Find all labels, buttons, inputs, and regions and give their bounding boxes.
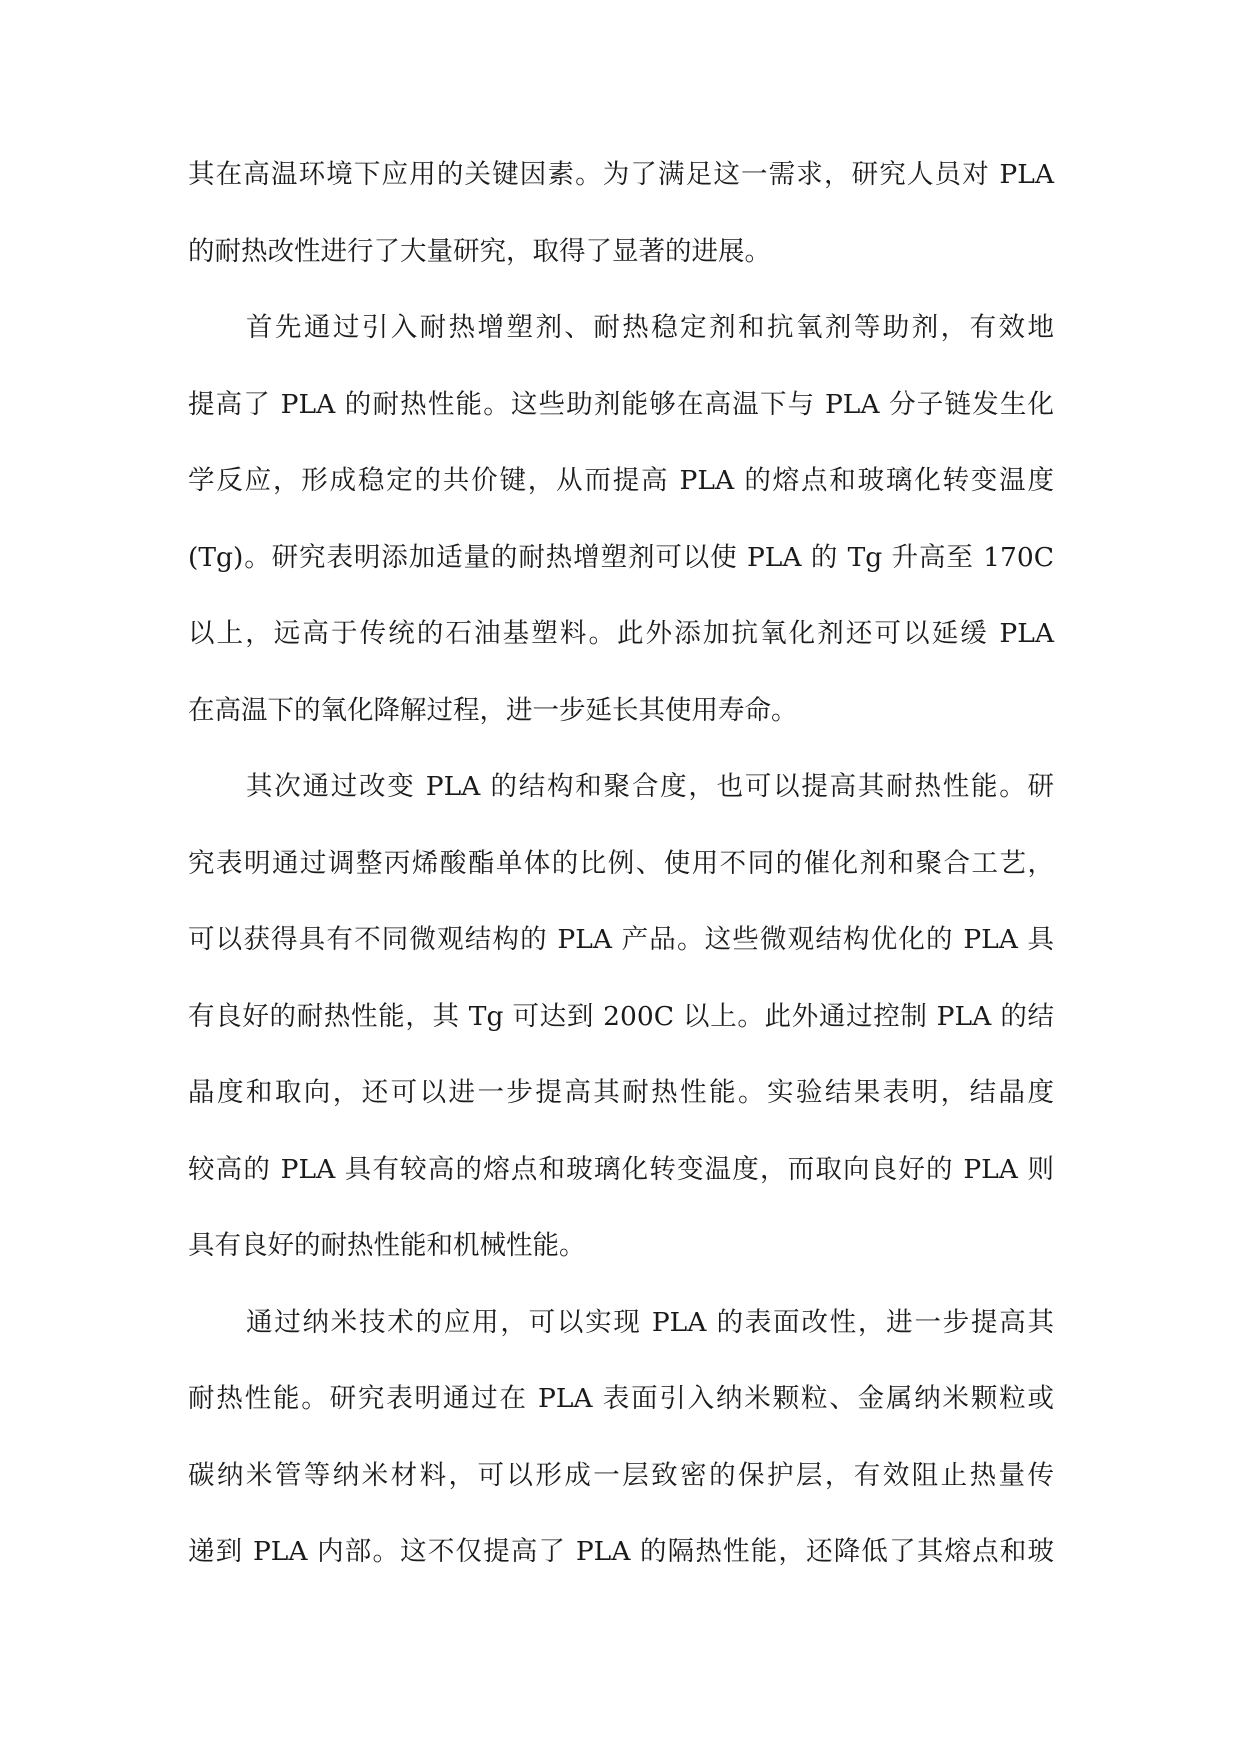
text-line: 学反应，形成稳定的共价键，从而提高 PLA 的熔点和玻璃化转变温度 [188,465,1054,496]
text-line: 递到 PLA 内部。这不仅提高了 PLA 的隔热性能，还降低了其熔点和玻 [188,1536,1054,1567]
text-line: 以上，远高于传统的石油基塑料。此外添加抗氧化剂还可以延缓 PLA [188,618,1054,649]
text-line: 较高的 PLA 具有较高的熔点和玻璃化转变温度，而取向良好的 PLA 则 [188,1153,1054,1185]
text-line: 提高了 PLA 的耐热性能。这些助剂能够在高温下与 PLA 分子链发生化 [188,388,1054,420]
text-line: 可以获得具有不同微观结构的 PLA 产品。这些微观结构优化的 PLA 具 [188,924,1054,955]
text-line: 首先通过引入耐热增塑剂、耐热稳定剂和抗氧剂等助剂，有效地 [246,312,1054,343]
text-line: 在高温下的氧化降解过程，进一步延长其使用寿命。 [188,694,798,726]
body-text [188,150,1054,1604]
text-line: (Tg)。研究表明添加适量的耐热增塑剂可以使 PLA 的 Tg 升高至 170C [188,541,1054,573]
text-line: 晶度和取向，还可以进一步提高其耐热性能。实验结果表明，结晶度 [188,1077,1054,1108]
text-line: 通过纳米技术的应用，可以实现 PLA 的表面改性，进一步提高其 [246,1306,1054,1338]
text-line: 耐热性能。研究表明通过在 PLA 表面引入纳米颗粒、金属纳米颗粒或 [188,1383,1054,1414]
text-line: 究表明通过调整丙烯酸酯单体的比例、使用不同的催化剂和聚合工艺， [188,847,1054,879]
text-line: 其在高温环境下应用的关键因素。为了满足这一需求，研究人员对 PLA [188,159,1054,190]
text-line: 具有良好的耐热性能和机械性能。 [188,1230,586,1261]
text-line: 有良好的耐热性能，其 Tg 可达到 200C 以上。此外通过控制 PLA 的结 [188,1000,1054,1032]
text-line: 的耐热改性进行了大量研究，取得了显著的进展。 [188,235,771,267]
text-line: 其次通过改变 PLA 的结构和聚合度，也可以提高其耐热性能。研 [246,771,1054,802]
text-line: 碳纳米管等纳米材料，可以形成一层致密的保护层，有效阻止热量传 [188,1459,1054,1491]
